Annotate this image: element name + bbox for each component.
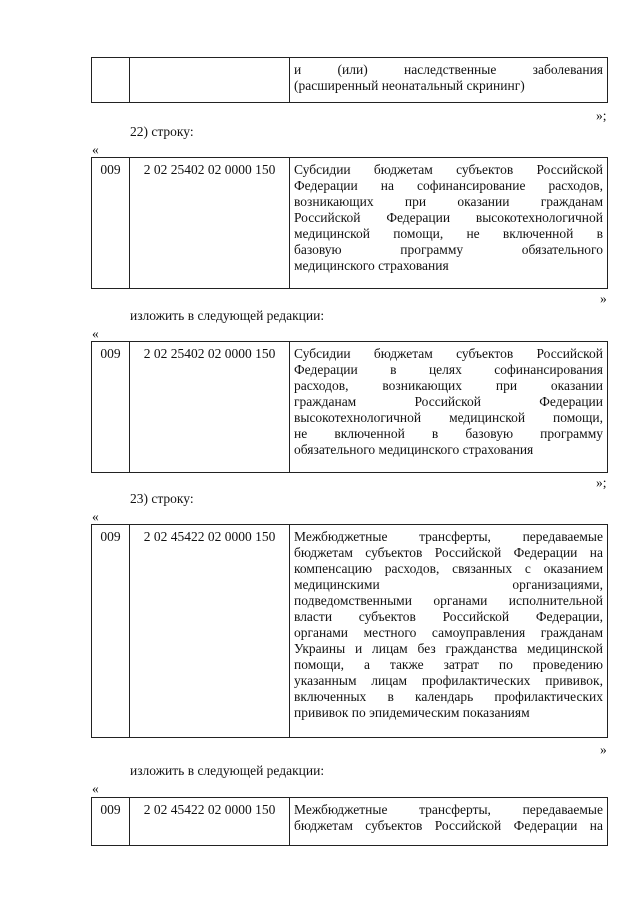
description-line: указанным лицам профилактических прививок, bbox=[294, 673, 603, 688]
table-row-new-23 bbox=[91, 797, 608, 846]
description-cell bbox=[290, 58, 608, 103]
description-line: и (или) наследственные заболевания bbox=[294, 62, 603, 77]
description-line: включенных в календарь профилактических bbox=[294, 689, 603, 704]
code-cell: 009 bbox=[92, 525, 130, 738]
kbk-cell: 2 02 45422 02 0000 150 bbox=[130, 525, 290, 738]
description-line: гражданам Российской Федерации bbox=[294, 394, 603, 409]
description-line: возникающих при оказании гражданам bbox=[294, 194, 603, 209]
description-cell bbox=[290, 342, 608, 473]
opening-quote: « bbox=[92, 142, 99, 157]
description-line: Межбюджетные трансферты, передаваемые bbox=[294, 802, 603, 817]
table-row-continuation bbox=[91, 57, 608, 103]
opening-quote: « bbox=[92, 326, 99, 341]
closing-quote: »; bbox=[596, 108, 607, 123]
table-row-old-23 bbox=[91, 524, 608, 738]
description-line: медицинской помощи, не включенной в bbox=[294, 226, 603, 241]
table-row-old-22 bbox=[91, 157, 608, 289]
opening-quote: « bbox=[92, 509, 99, 524]
description-line: Субсидии бюджетам субъектов Российской bbox=[294, 162, 603, 177]
description-line: высокотехнологичной медицинской помощи, bbox=[294, 410, 603, 425]
kbk-cell: 2 02 25402 02 0000 150 bbox=[130, 342, 290, 473]
description-line: расходов, возникающих при оказании bbox=[294, 378, 603, 393]
closing-quote: »; bbox=[596, 475, 607, 490]
description-line: подведомственными органами исполнительной bbox=[294, 593, 603, 608]
description-line: обязательного медицинского страхования bbox=[294, 442, 534, 457]
description-line: не включенной в базовую программу bbox=[294, 426, 603, 441]
description-line: Межбюджетные трансферты, передаваемые bbox=[294, 529, 603, 544]
kbk-cell: 2 02 25402 02 0000 150 bbox=[130, 158, 290, 289]
item-23-heading: 23) строку: bbox=[130, 491, 194, 506]
description-line: помощи, а также затрат по проведению bbox=[294, 657, 603, 672]
table-row-new-22 bbox=[91, 341, 608, 473]
code-cell: 009 bbox=[92, 158, 130, 289]
description-line: (расширенный неонатальный скрининг) bbox=[294, 78, 525, 93]
closing-quote: » bbox=[600, 742, 607, 757]
item-22-heading: 22) строку: bbox=[130, 124, 194, 139]
description-line: органами местного самоуправления гражданам bbox=[294, 625, 603, 640]
closing-quote: » bbox=[600, 291, 607, 306]
description-line: медицинскими организациями, bbox=[294, 577, 603, 592]
description-line: Украины и лицам без гражданства медицинской bbox=[294, 641, 603, 656]
description-line: базовую программу обязательного bbox=[294, 242, 603, 257]
description-line: Федерации в целях софинансирования bbox=[294, 362, 603, 377]
edit-instruction: изложить в следующей редакции: bbox=[130, 308, 325, 323]
description-line: медицинского страхования bbox=[294, 258, 449, 273]
code-cell: 009 bbox=[92, 342, 130, 473]
description-cell bbox=[290, 158, 608, 289]
description-line: власти субъектов Российской Федерации, bbox=[294, 609, 603, 624]
opening-quote: « bbox=[92, 781, 99, 796]
description-line: Российской Федерации высокотехнологичной bbox=[294, 210, 603, 225]
description-line: бюджетам субъектов Российской Федерации на bbox=[294, 545, 603, 560]
description-line: бюджетам субъектов Российской Федерации на bbox=[294, 818, 603, 833]
code-cell: 009 bbox=[92, 798, 130, 846]
description-line: компенсацию расходов, связанных с оказанием bbox=[294, 561, 603, 576]
description-line: Субсидии бюджетам субъектов Российской bbox=[294, 346, 603, 361]
description-line: Федерации на софинансирование расходов, bbox=[294, 178, 603, 193]
description-cell bbox=[290, 798, 608, 846]
kbk-cell: 2 02 45422 02 0000 150 bbox=[130, 798, 290, 846]
edit-instruction: изложить в следующей редакции: bbox=[130, 763, 325, 778]
description-cell bbox=[290, 525, 608, 738]
code-cell bbox=[92, 58, 130, 103]
description-line: прививок по эпидемическим показаниям bbox=[294, 705, 530, 720]
kbk-cell bbox=[130, 58, 290, 103]
